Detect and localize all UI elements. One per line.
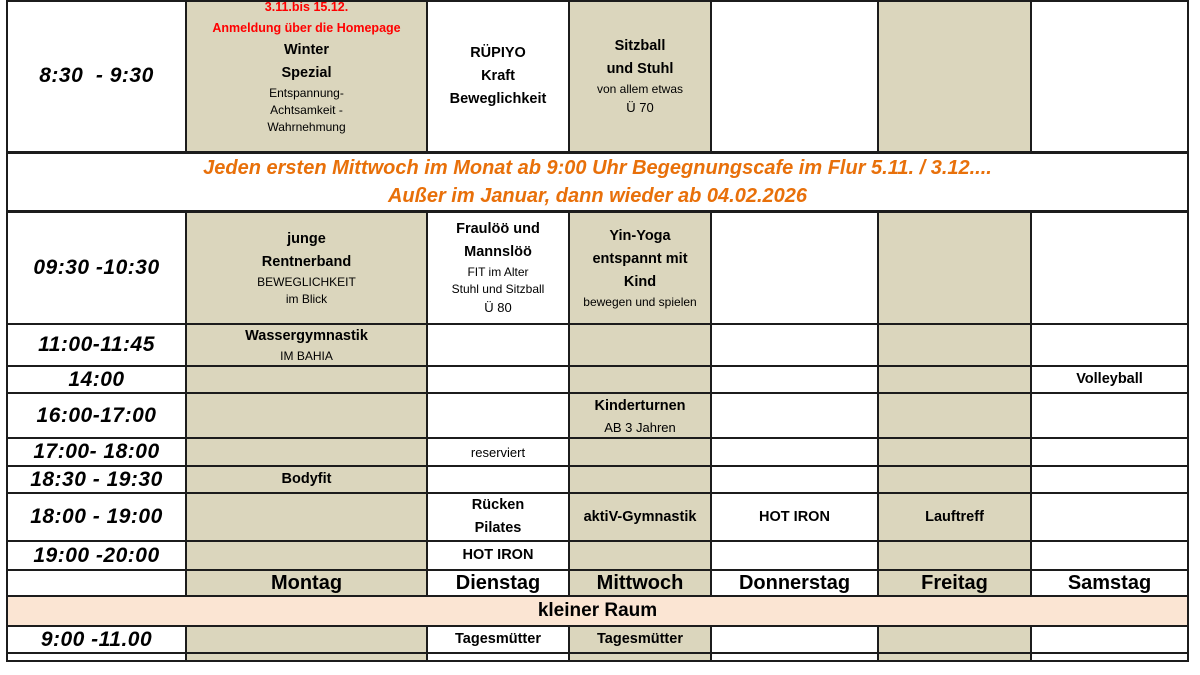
cell-montag [186,493,427,541]
time-label: 17:00- 18:00 [7,438,186,466]
schedule-row [7,324,1188,366]
cell-donnerstag [711,366,878,393]
activity-text: Rücken [471,497,525,513]
day-header-samstag: Samstag [1031,570,1188,596]
schedule-row [7,438,1188,466]
day-header-dienstag: Dienstag [427,570,569,596]
cell-samstag [1031,393,1188,438]
cell-freitag [878,653,1031,661]
cell-dienstag [427,393,569,438]
room-band: kleiner Raum [7,596,1188,626]
cell-montag [186,438,427,466]
cell-samstag [1031,466,1188,493]
activity-text: BEWEGLICHKEIT [257,274,356,289]
cell-montag [186,541,427,570]
activity-text: entspannt mit [592,250,688,267]
cell-dienstag [427,366,569,393]
cell-donnerstag [711,626,878,653]
cell-dienstag [427,493,569,541]
cell-mittwoch [569,626,711,653]
time-label [7,653,186,661]
cell-montag [186,324,427,366]
cell-freitag [878,466,1031,493]
activity-text: FIT im Alter [467,265,529,280]
cell-samstag [1031,438,1188,466]
activity-text: Tagesmütter [597,631,683,647]
cell-donnerstag [711,324,878,366]
cell-mittwoch [569,393,711,438]
cell-mittwoch [569,1,711,152]
cell-mittwoch [569,324,711,366]
cell-donnerstag [711,1,878,152]
schedule-row [7,626,1188,653]
schedule-row [7,152,1188,211]
activity-text: Achtsamkeit - [270,103,343,117]
activity-text: Sitzball [614,38,666,55]
activity-text: Ü 80 [484,300,512,316]
cell-samstag [1031,1,1188,152]
cell-donnerstag [711,541,878,570]
activity-text: aktiV-Gymnastik [583,508,697,525]
cell-samstag [1031,626,1188,653]
activity-text: Stuhl und Sitzball [451,282,545,297]
cell-freitag [878,1,1031,152]
activity-text: Winter [284,42,329,58]
cell-samstag [1031,653,1188,661]
cell-dienstag [427,324,569,366]
cell-mittwoch [569,211,711,324]
cell-montag [186,653,427,661]
time-label: 18:00 - 19:00 [7,493,186,541]
cell-freitag [878,393,1031,438]
cell-dienstag [427,466,569,493]
cell-samstag [1031,493,1188,541]
activity-text: Volleyball [1076,371,1143,387]
cell-dienstag [427,211,569,324]
schedule-body [7,1,1188,661]
cell-montag [186,393,427,438]
activity-text: Wahrnehmung [267,120,346,134]
cell-dienstag [427,1,569,152]
cell-dienstag [427,626,569,653]
time-label: 8:30 - 9:30 [7,1,186,152]
activity-text: Rentnerband [261,253,352,270]
activity-text: HOT IRON [759,508,830,525]
cell-montag [186,211,427,324]
cell-freitag [878,211,1031,324]
cell-mittwoch [569,366,711,393]
schedule-table [6,0,1189,662]
activity-text: Bodyfit [281,471,332,487]
activity-text: Spezial [281,65,332,81]
schedule-row [7,393,1188,438]
cell-montag [186,366,427,393]
day-header-freitag: Freitag [878,570,1031,596]
cell-donnerstag [711,493,878,541]
cell-donnerstag [711,438,878,466]
time-label: 18:30 - 19:30 [7,466,186,493]
day-header-mittwoch: Mittwoch [569,570,711,596]
cell-mittwoch [569,653,711,661]
cell-freitag [878,366,1031,393]
schedule-row [7,653,1188,661]
time-label: 14:00 [7,366,186,393]
time-label: 9:00 -11.00 [7,626,186,653]
activity-text: Entspannung- [269,86,344,100]
cell-freitag [878,438,1031,466]
activity-text: Kind [623,273,657,290]
schedule-row [7,570,1188,596]
time-label: 16:00-17:00 [7,393,186,438]
cell-freitag [878,493,1031,541]
schedule-row [7,211,1188,324]
day-header-montag: Montag [186,570,427,596]
time-label: 11:00-11:45 [7,324,186,366]
activity-text: RÜPIYO [470,44,526,61]
cell-samstag [1031,366,1188,393]
activity-text: Wassergymnastik [245,328,368,344]
time-label: 19:00 -20:00 [7,541,186,570]
cell-freitag [878,626,1031,653]
cell-mittwoch [569,541,711,570]
activity-text: Mannslöö [464,244,532,261]
cell-donnerstag [711,211,878,324]
time-label [7,570,186,596]
activity-text: reserviert [470,444,526,460]
activity-text: Ü 70 [626,100,654,116]
cell-dienstag [427,541,569,570]
cell-montag [186,1,427,152]
cell-donnerstag [711,653,878,661]
cell-freitag [878,324,1031,366]
schedule-row [7,466,1188,493]
cell-dienstag [427,438,569,466]
schedule-row [7,493,1188,541]
notice-banner [7,152,1188,211]
activity-text: und Stuhl [606,61,674,78]
schedule-row [7,541,1188,570]
schedule-row [7,366,1188,393]
cell-dienstag [427,653,569,661]
activity-text: Tagesmütter [455,631,541,647]
activity-text: Lauftreff [925,508,984,525]
activity-text: Beweglichkeit [449,90,547,107]
activity-text: Fraulöö und [456,221,540,238]
cell-mittwoch [569,466,711,493]
cell-samstag [1031,324,1188,366]
day-header-donnerstag: Donnerstag [711,570,878,596]
cell-donnerstag [711,466,878,493]
activity-text: Yin-Yoga [609,227,671,244]
activity-text: 3.11.bis 15.12. [264,1,349,14]
cell-donnerstag [711,393,878,438]
activity-text: Kinderturnen [594,397,686,414]
activity-text: bewegen und spielen [583,294,697,309]
cell-montag [186,466,427,493]
activity-text: HOT IRON [462,547,534,563]
activity-text: Anmeldung über die Homepage [212,21,401,35]
cell-mittwoch [569,493,711,541]
activity-text: IM BAHIA [280,349,333,363]
activity-text: Pilates [474,520,522,536]
activity-text: von allem etwas [596,82,684,97]
notice-line: Jeden ersten Mittwoch im Monat ab 9:00 Uhr Begegnungscafe im Flur 5.11. / 3.12.... [203,156,992,179]
cell-samstag [1031,541,1188,570]
notice-line: Außer im Januar, dann wieder ab 04.02.2026 [387,184,808,207]
cell-mittwoch [569,438,711,466]
activity-text: im Blick [285,291,328,306]
activity-text: junge [287,230,326,247]
schedule-row [7,1,1188,152]
cell-samstag [1031,211,1188,324]
activity-text: AB 3 Jahren [604,419,676,435]
cell-freitag [878,541,1031,570]
cell-montag [186,626,427,653]
activity-text: Kraft [481,67,515,84]
schedule-row [7,596,1188,626]
time-label: 09:30 -10:30 [7,211,186,324]
